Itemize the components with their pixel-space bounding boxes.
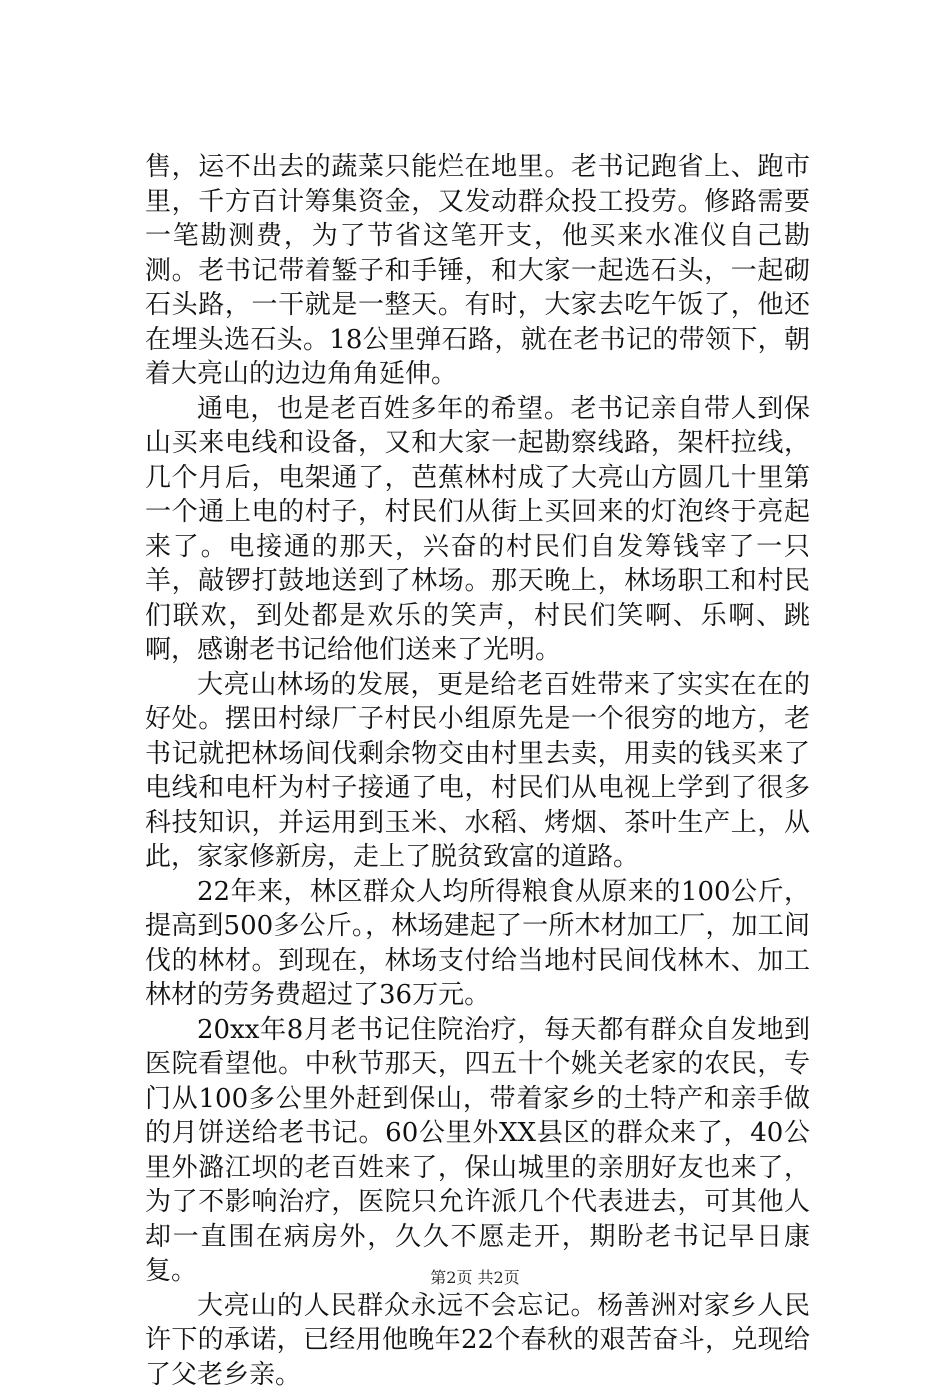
paragraph-3: 大亮山林场的发展，更是给老百姓带来了实实在在的好处。摆田村绿厂子村民小组原先是一个很穷的地方，老书记就把林场间伐剩余物交由村里去卖，用卖的钱买来了电线和电杆为村子接通了电，村民们从电视上学到了很多科技知识，并运用到玉米、水稻、烤烟、茶叶生产上，从此，家家修新房，走上了脱贫致富的道路。 (145, 668, 810, 875)
paragraph-2: 通电，也是老百姓多年的希望。老书记亲自带人到保山买来电线和设备，又和大家一起勘察线路，架杆拉线，几个月后，电架通了，芭蕉林村成了大亮山方圆几十里第一个通上电的村子，村民们从街上买回来的灯泡终于亮起来了。电接通的那天，兴奋的村民们自发筹钱宰了一只羊，敲锣打鼓地送到了林场。那天晚上，林场职工和村民们联欢，到处都是欢乐的笑声，村民们笑啊、乐啊、跳啊，感谢老书记给他们送来了光明。 (145, 392, 810, 668)
paragraph-4: 22年来，林区群众人均所得粮食从原来的100公斤，提高到500多公斤。，林场建起了一所木材加工厂，加工间伐的林材。到现在，林场支付给当地村民间伐林木、加工林材的劳务费超过了36万元。 (145, 875, 810, 1013)
document-body (145, 150, 810, 1392)
paragraph-1: 售，运不出去的蔬菜只能烂在地里。老书记跑省上、跑市里，千方百计筹集资金，又发动群众投工投劳。修路需要一笔勘测费，为了节省这笔开支，他买来水准仪自己勘测。老书记带着錾子和手锤，和大家一起选石头，一起砌石头路，一干就是一整天。有时，大家去吃午饭了，他还在埋头选石头。18公里弹石路，就在老书记的带领下，朝着大亮山的边边角角延伸。 (145, 150, 810, 392)
paragraph-6: 大亮山的人民群众永远不会忘记。杨善洲对家乡人民许下的承诺，已经用他晚年22个春秋的艰苦奋斗，兑现给了父老乡亲。 (145, 1289, 810, 1392)
page-footer: 第2页 共2页 (0, 1268, 950, 1288)
paragraph-5: 20xx年8月老书记住院治疗，每天都有群众自发地到医院看望他。中秋节那天，四五十个姚关老家的农民，专门从100多公里外赶到保山，带着家乡的土特产和亲手做的月饼送给老书记。60公里外XX县区的群众来了，40公里外潞江坝的老百姓来了，保山城里的亲朋好友也来了，为了不影响治疗，医院只允许派几个代表进去，可其他人却一直围在病房外，久久不愿走开，期盼老书记早日康复。 (145, 1013, 810, 1289)
